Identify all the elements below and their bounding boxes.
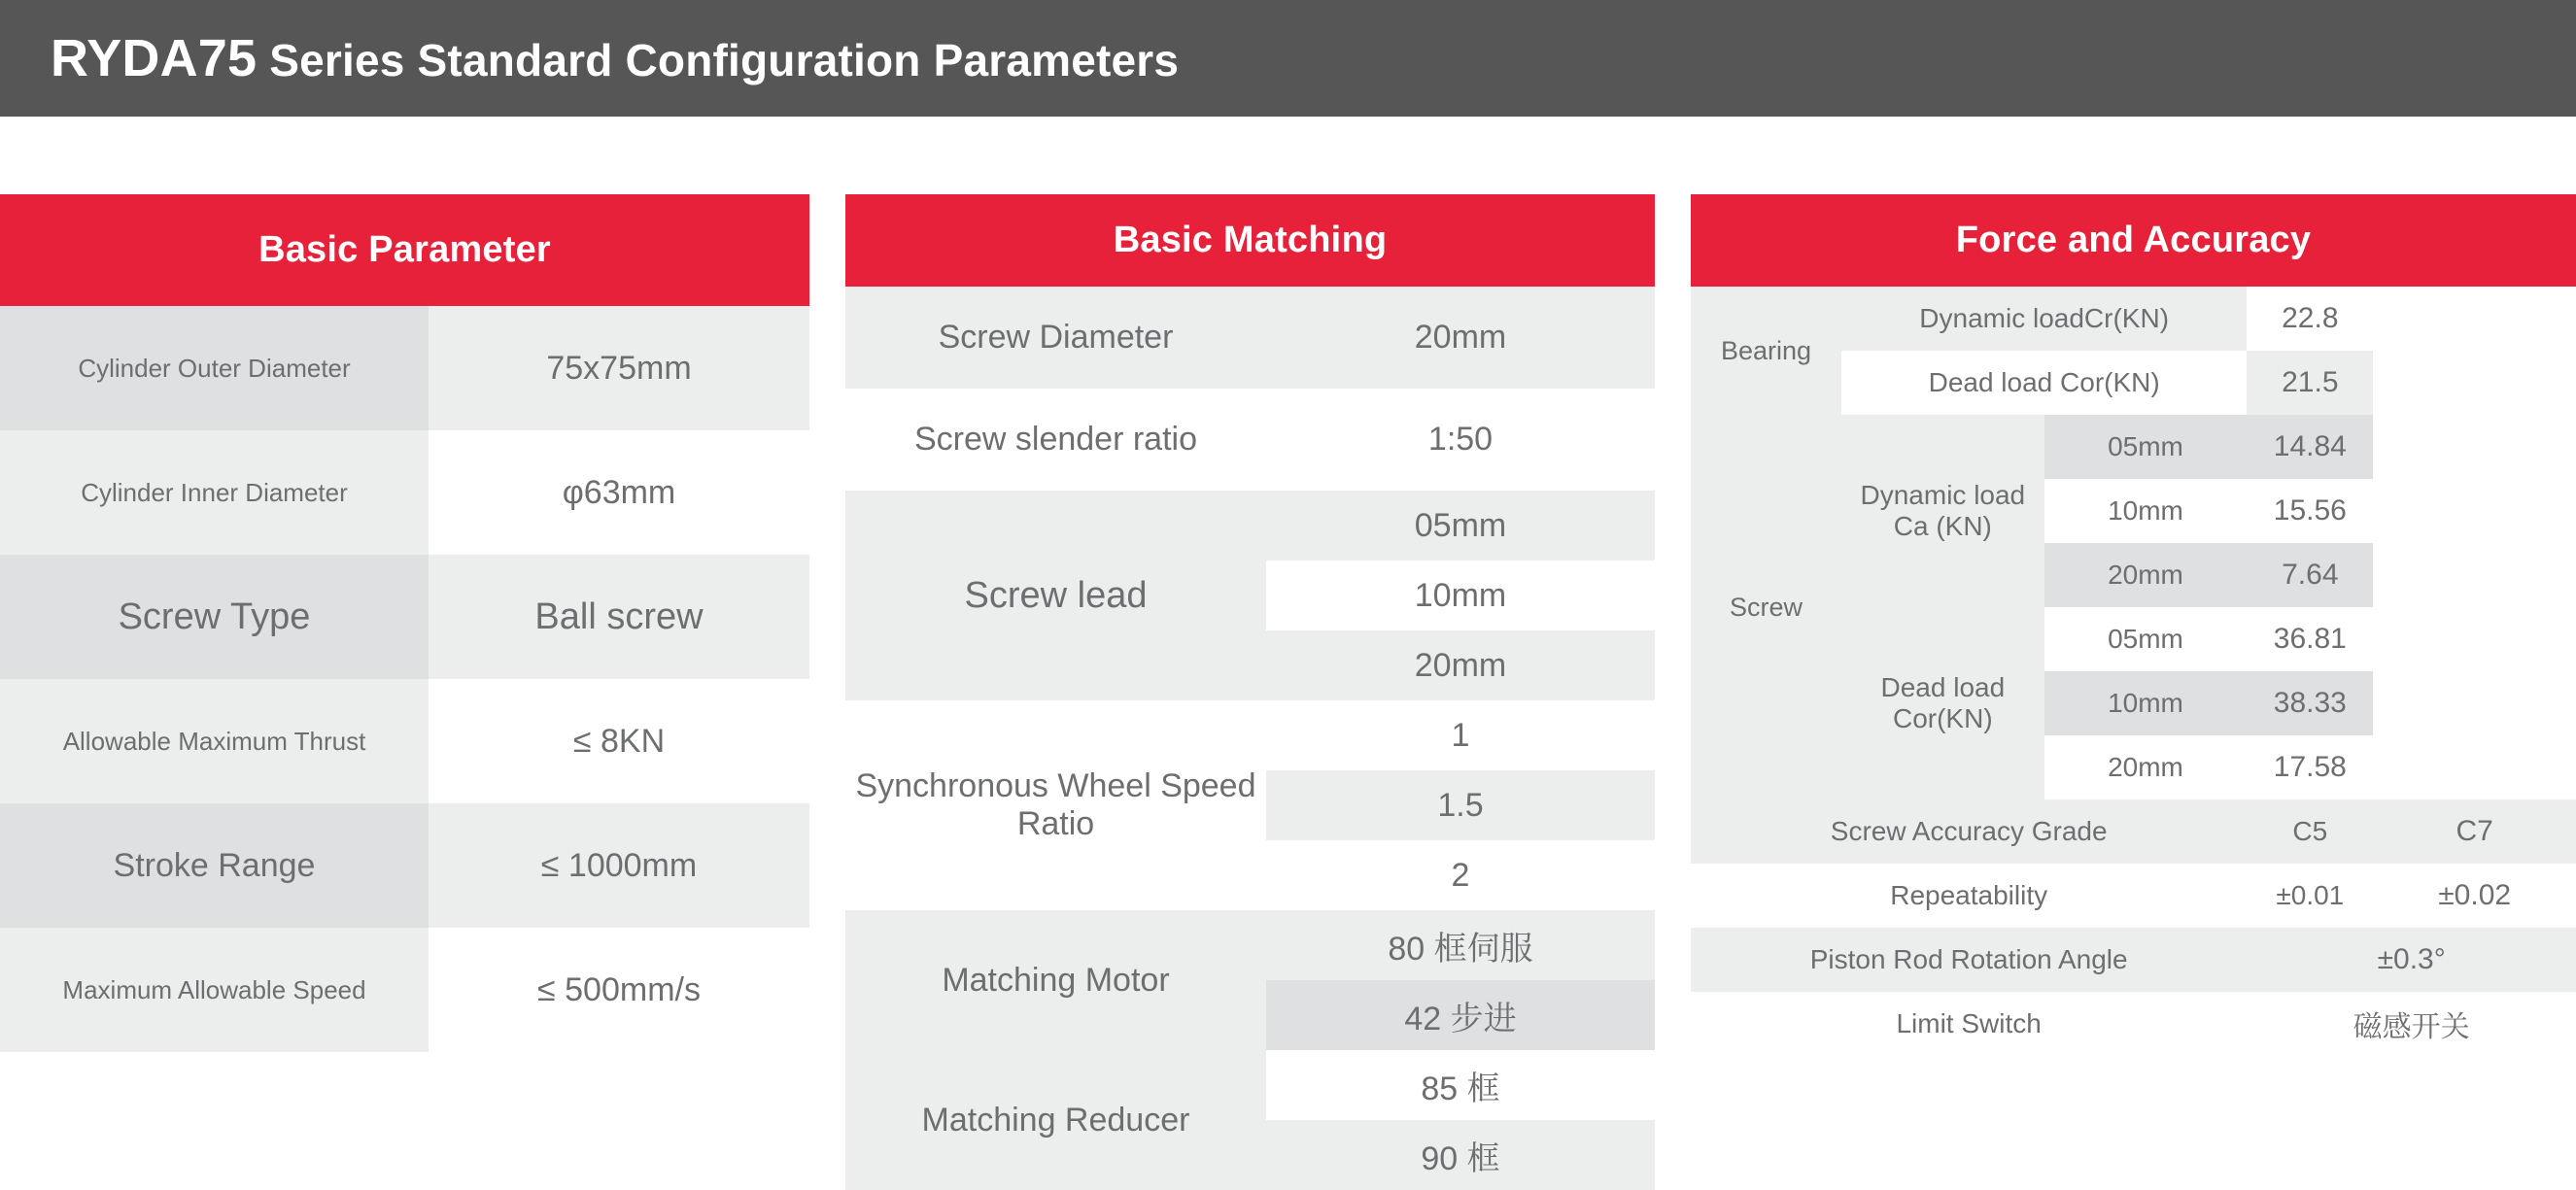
row-label: Piston Rod Rotation Angle: [1691, 928, 2247, 992]
row-value: 20mm: [1266, 287, 1655, 389]
row-label: Matching Reducer: [845, 1050, 1266, 1190]
row-label: Dead load Cor(KN): [1841, 351, 2247, 415]
row-value: 05mm: [1266, 491, 1655, 561]
row-value: 42 步进: [1266, 980, 1655, 1050]
page-title: [0, 28, 1179, 88]
lead-value: 10mm: [2044, 671, 2248, 735]
row-label: Synchronous Wheel Speed Ratio: [845, 700, 1266, 910]
table-row: [0, 679, 809, 803]
row-value: 10mm: [1266, 561, 1655, 630]
group-label-bearing: Bearing: [1691, 287, 1841, 415]
lead-value: 10mm: [2044, 479, 2248, 543]
row-label: Cylinder Outer Diameter: [0, 306, 429, 430]
basic-parameter-column: [0, 194, 809, 1052]
table-row: [0, 430, 809, 555]
row-label: Repeatability: [1691, 864, 2247, 928]
row-value-1: 磁感开关: [2247, 992, 2576, 1056]
row-value: 22.8: [2247, 287, 2373, 351]
row-value: 17.58: [2247, 735, 2373, 799]
row-label: Stroke Range: [0, 803, 429, 928]
basic-matching-column: [845, 194, 1655, 1190]
row-value: 14.84: [2247, 415, 2373, 479]
table-row: [0, 803, 809, 928]
row-value: 80 框伺服: [1266, 910, 1655, 980]
group-label-screw: Screw: [1691, 415, 1841, 799]
table-row: [845, 491, 1655, 561]
row-value: 21.5: [2247, 351, 2373, 415]
row-value-1: C5: [2247, 799, 2373, 864]
row-label: Dynamic loadCr(KN): [1841, 287, 2247, 351]
row-value: 15.56: [2247, 479, 2373, 543]
row-value-1: ±0.01: [2247, 864, 2373, 928]
model-name: RYDA75: [51, 29, 258, 87]
force-accuracy-title: Force and Accuracy: [1691, 194, 2576, 287]
row-label: Screw slender ratio: [845, 389, 1266, 491]
table-row: [1691, 928, 2576, 992]
table-row: [1691, 415, 2576, 479]
title-suffix: Series Standard Configuration Parameters: [257, 35, 1180, 85]
row-label: Screw Type: [0, 555, 429, 679]
row-value: ≤ 1000mm: [429, 803, 809, 928]
row-value: 90 框: [1266, 1120, 1655, 1190]
table-row: [1691, 799, 2576, 864]
table-row: [1691, 287, 2576, 351]
table-row: [0, 928, 809, 1052]
row-label: Screw Diameter: [845, 287, 1266, 389]
row-value: 36.81: [2247, 607, 2373, 671]
basic-parameter-title: Basic Parameter: [0, 194, 809, 306]
basic-parameter-table: [0, 306, 809, 1052]
lead-value: 05mm: [2044, 607, 2248, 671]
row-value: 1:50: [1266, 389, 1655, 491]
row-value: 7.64: [2247, 543, 2373, 607]
lead-value: 20mm: [2044, 735, 2248, 799]
table-row: [845, 910, 1655, 980]
row-value: 2: [1266, 840, 1655, 910]
row-value: 85 框: [1266, 1050, 1655, 1120]
table-row: [1691, 864, 2576, 928]
row-label: Matching Motor: [845, 910, 1266, 1050]
row-value: 1: [1266, 700, 1655, 770]
columns-container: [0, 194, 2576, 1190]
row-value: φ63mm: [429, 430, 809, 555]
row-value-2: C7: [2373, 799, 2576, 864]
force-accuracy-table: [1691, 287, 2576, 1056]
basic-matching-title: Basic Matching: [845, 194, 1655, 287]
row-label: Dynamic load Ca (KN): [1841, 415, 2044, 607]
row-value-2: ±0.02: [2373, 864, 2576, 928]
row-label: Allowable Maximum Thrust: [0, 679, 429, 803]
table-row: [845, 700, 1655, 770]
row-value: 75x75mm: [429, 306, 809, 430]
row-value: 20mm: [1266, 630, 1655, 700]
row-value: 38.33: [2247, 671, 2373, 735]
row-value: ≤ 500mm/s: [429, 928, 809, 1052]
header-bar: [0, 0, 2576, 117]
lead-value: 20mm: [2044, 543, 2248, 607]
basic-matching-table: [845, 287, 1655, 1190]
table-row: [845, 1050, 1655, 1120]
row-value-1: ±0.3°: [2247, 928, 2576, 992]
table-row: [0, 306, 809, 430]
table-row: [0, 555, 809, 679]
row-label: Screw Accuracy Grade: [1691, 799, 2247, 864]
row-value: Ball screw: [429, 555, 809, 679]
row-label: Dead load Cor(KN): [1841, 607, 2044, 799]
table-row: [845, 389, 1655, 491]
lead-value: 05mm: [2044, 415, 2248, 479]
row-label: Maximum Allowable Speed: [0, 928, 429, 1052]
row-label: Limit Switch: [1691, 992, 2247, 1056]
row-value: ≤ 8KN: [429, 679, 809, 803]
force-accuracy-column: [1691, 194, 2576, 1056]
row-label: Screw lead: [845, 491, 1266, 700]
table-row: [845, 287, 1655, 389]
table-row: [1691, 992, 2576, 1056]
row-value: 1.5: [1266, 770, 1655, 840]
row-label: Cylinder Inner Diameter: [0, 430, 429, 555]
